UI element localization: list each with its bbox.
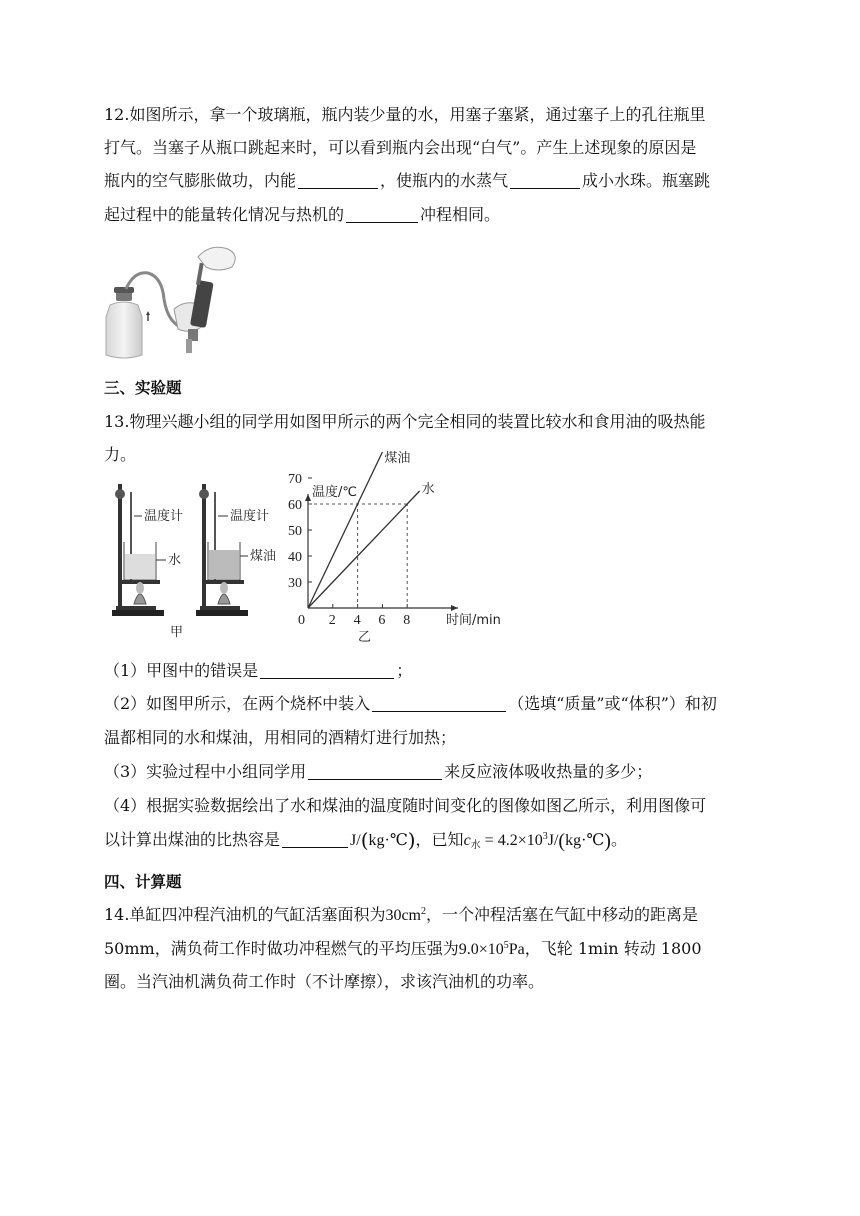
y-axis-arrow: [305, 494, 311, 501]
answer-blank-internal-energy[interactable]: [298, 172, 378, 189]
answer-blank-mass-volume[interactable]: [372, 695, 506, 712]
y-axis-label: 温度/℃: [312, 485, 357, 500]
q13-given-text: ，已知: [415, 830, 464, 849]
q13-sub2: [104, 693, 717, 715]
figure-jia-apparatus: [104, 476, 288, 642]
y-tick-label: 70: [288, 472, 302, 487]
x-tick-label: 2: [328, 613, 336, 628]
caption-yi: 乙: [358, 630, 372, 645]
section-title-calculation: 四、计算题: [104, 873, 182, 891]
unit-j-per: J/: [350, 832, 361, 849]
q12-line3-part3: 成小水珠。瓶塞跳: [582, 171, 711, 190]
q13-sub3-text-end: 来反应液体吸收热量的多少；: [444, 762, 653, 781]
q12-line3-part1: 瓶内的空气膨胀做功，内能: [104, 171, 297, 190]
q13-line1: 13.物理兴趣小组的同学用如图甲所示的两个完全相同的装置比较水和食用油的吸热能: [104, 412, 706, 431]
section-title-experiment: 三、实验题: [104, 379, 182, 397]
q12-line4: [104, 204, 500, 226]
q13-sub4-cont: 以计算出煤油的比热容是 J/(kg·℃)，已知$c_水$ = $4.2\times 10^3J/(kg\cdot℃)$。: [104, 828, 627, 852]
x-tick-label: 6: [378, 613, 386, 628]
q13-sub2-text-end: （选填“质量”或“体积”）和初: [508, 694, 717, 713]
x-axis-arrow: [451, 605, 458, 611]
q12-line4-part1: 起过程中的能量转化情况与热机的: [104, 205, 345, 224]
q12-line3-part2: ，使瓶内的水蒸气: [380, 171, 509, 190]
series-label-water: 水: [421, 482, 435, 497]
q13-sub4: （4）根据实验数据绘出了水和煤油的温度随时间变化的图像如图乙所示，利用图像可: [104, 796, 707, 815]
pressure-unit: Pa: [508, 941, 525, 958]
unit-kg-c: kg·℃: [368, 832, 408, 849]
label-thermometer-1: 温度计: [144, 509, 184, 524]
q13-sub2-text: （2）如图甲所示，在两个烧杯中装入: [104, 694, 371, 713]
answer-blank-heat-measure[interactable]: [308, 763, 442, 780]
q14-line2: [104, 938, 702, 961]
pressure-value: [459, 941, 525, 958]
label-thermometer-2: 温度计: [230, 509, 270, 524]
formula-exponent: 3: [542, 831, 548, 842]
pressure-number: 9.0×10: [458, 941, 504, 958]
q13-sub4-text: 以计算出煤油的比热容是: [104, 830, 281, 849]
q12-line1: 12.如图所示，拿一个玻璃瓶，瓶内装少量的水，用塞子塞紧，通过塞子上的孔往瓶里: [104, 105, 706, 124]
symbol-c: c: [463, 832, 471, 849]
q13-sub4-end: 。: [610, 830, 627, 849]
area-exponent: 2: [421, 906, 426, 917]
series-label-kerosene: 煤油: [384, 451, 411, 466]
q13-sub2-cont: 温都相同的水和煤油，用相同的酒精灯进行加热；: [104, 728, 457, 747]
subscript-water: 水: [470, 840, 481, 851]
q13-line2: 力。: [104, 445, 137, 464]
q14-line2-end: ，飞轮 1min 转动 1800: [524, 939, 702, 958]
x-tick-label: 0: [298, 613, 305, 628]
q14-line2-text: 50mm，满负荷工作时做功冲程燃气的平均压强为: [104, 939, 459, 958]
x-tick-label: 8: [403, 613, 411, 628]
y-tick-label: 40: [288, 550, 302, 565]
answer-blank-vapor-change[interactable]: [510, 172, 580, 189]
q13-sub1-end: ；: [396, 661, 413, 680]
y-tick-label: 30: [288, 576, 302, 591]
q12-line4-part2: 冲程相同。: [420, 205, 501, 224]
q13-sub3-text: （3）实验过程中小组同学用: [104, 762, 307, 781]
label-water: 水: [168, 553, 182, 568]
y-tick-label: 50: [288, 524, 302, 539]
series-line-kerosene: [308, 452, 382, 608]
formula-unit-kg-c: kg·℃: [565, 832, 605, 849]
q12-bottle-pump-figure: [104, 243, 244, 361]
answer-blank-specific-heat[interactable]: [282, 831, 348, 848]
area-value: [385, 907, 426, 924]
q13-sub1: [104, 660, 412, 682]
q14-line3: 圈。当汽油机满负荷工作时（不计摩擦），求该汽油机的功率。: [104, 972, 545, 991]
q13-sub1-text: （1）甲图中的错误是: [104, 661, 259, 680]
figure-yi-chart: [288, 451, 501, 646]
caption-jia: 甲: [170, 625, 184, 640]
answer-blank-error[interactable]: [260, 662, 394, 679]
formula-unit: J/: [547, 832, 559, 849]
q14-line1: [104, 904, 698, 927]
formula-value: = 4.2×10: [484, 832, 543, 849]
area-number: 30cm: [385, 907, 421, 924]
x-axis-label: 时间/min: [446, 613, 501, 628]
q13-sub3: [104, 761, 652, 783]
q12-line3: [104, 170, 710, 192]
q14-line1-end: ，一个冲程活塞在气缸中移动的距离是: [426, 905, 699, 924]
q12-line2: 打气。当塞子从瓶口跳起来时，可以看到瓶内会出现“白气”。产生上述现象的原因是: [104, 138, 697, 157]
x-tick-label: 4: [353, 613, 361, 628]
series-line-water: [308, 491, 420, 608]
label-kerosene: 煤油: [250, 549, 277, 564]
y-tick-label: 60: [288, 498, 302, 513]
answer-blank-stroke[interactable]: [346, 206, 418, 223]
pressure-exponent: 5: [503, 940, 509, 951]
q14-line1-text: 14.单缸四冲程汽油机的气缸活塞面积为: [104, 905, 386, 924]
formula-c-water: $c_水$ = $4.2\times 10^3J/(kg\cdot℃)$: [463, 830, 611, 852]
